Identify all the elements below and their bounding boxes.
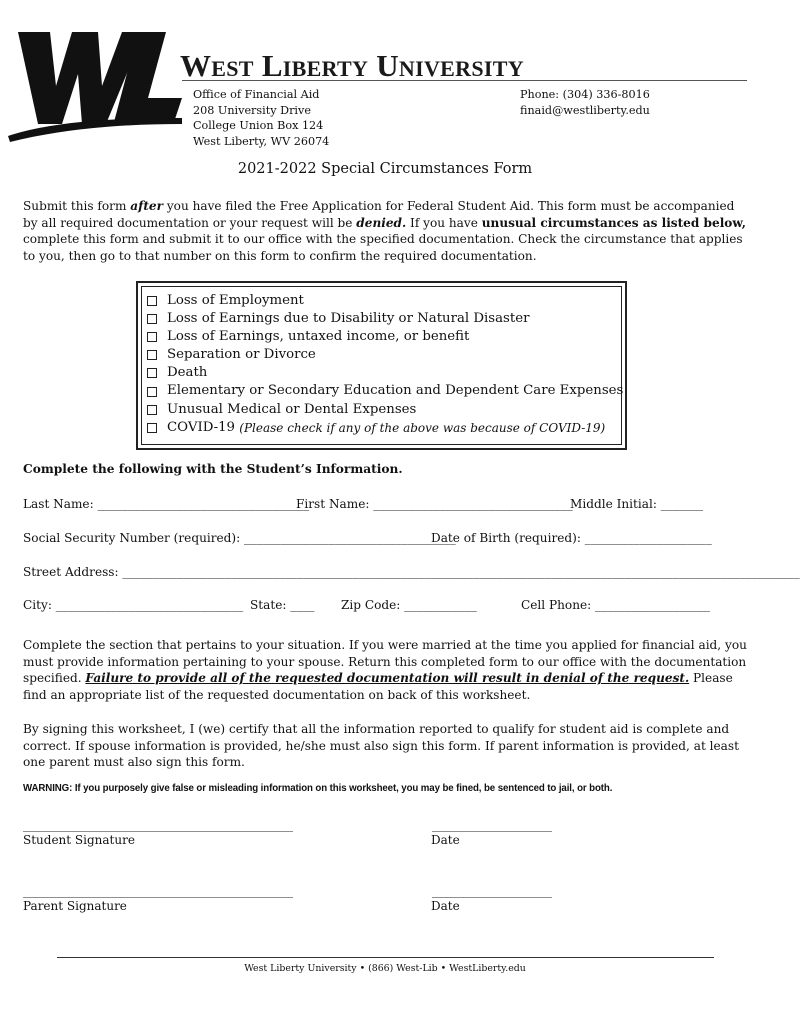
email-address: finaid@westliberty.edu bbox=[520, 103, 650, 117]
header-divider bbox=[182, 80, 747, 81]
city-field[interactable]: City: _______________________________ bbox=[23, 598, 244, 612]
circumstance-option[interactable] bbox=[147, 382, 623, 400]
circumstance-label: Separation or Divorce bbox=[167, 347, 316, 363]
circumstance-option[interactable] bbox=[147, 419, 623, 437]
address-line: 208 University Drive bbox=[193, 103, 311, 117]
checkbox[interactable] bbox=[147, 332, 157, 342]
intro-text: you have filed the Free Application for Federal Student Aid. This form must be accompanied by all required documentation or your request will be bbox=[23, 199, 735, 230]
parent-date-label: Date bbox=[431, 899, 460, 913]
covid-note: (Please check if any of the above was because of COVID-19) bbox=[239, 420, 606, 435]
denial-warning-text: Failure to provide all of the requested documentation will result in denial of the request. bbox=[85, 671, 690, 686]
zip-code-field[interactable]: Zip Code: ____________ bbox=[341, 598, 477, 612]
situation-text: Please find an appropriate list of the requested documentation on back of this worksheet. bbox=[23, 671, 733, 702]
circumstance-label: Loss of Earnings, untaxed income, or benefit bbox=[167, 329, 470, 345]
student-info-heading: Complete the following with the Student’s Information. bbox=[23, 462, 403, 476]
circumstance-option[interactable] bbox=[147, 310, 623, 328]
form-title: 2021-2022 Special Circumstances Form bbox=[237, 161, 533, 177]
circumstance-option[interactable] bbox=[147, 346, 623, 364]
parent-signature-label: Parent Signature bbox=[23, 899, 127, 913]
parent-date-line[interactable]: ____________________ bbox=[432, 884, 552, 898]
office-address bbox=[193, 87, 329, 149]
state-field[interactable]: State: ____ bbox=[250, 598, 315, 612]
situation-text: Complete the section that pertains to your situation. If you were married at the time you applied for financial aid, you must provide information pertaining to your spouse. Return this completed form to our office with the documentation specified. bbox=[23, 638, 747, 686]
checkbox[interactable] bbox=[147, 368, 157, 378]
last-name-field[interactable]: Last Name: ___________________________________ bbox=[23, 497, 310, 511]
circumstance-option[interactable] bbox=[147, 364, 623, 382]
circumstance-option[interactable] bbox=[147, 292, 623, 310]
checkbox[interactable] bbox=[147, 296, 157, 306]
certification-paragraph: By signing this worksheet, I (we) certify that all the information reported to qualify for student aid is complete and correct. If spouse information is provided, he/she must also sign this form. If parent information is provided, at least one parent must also sign this form. bbox=[23, 722, 739, 770]
footer-divider bbox=[57, 957, 714, 958]
circumstance-label: Loss of Earnings due to Disability or Natural Disaster bbox=[167, 311, 530, 327]
student-signature-label: Student Signature bbox=[23, 833, 135, 847]
circumstance-label: COVID-19 bbox=[167, 419, 236, 435]
intro-emphasis-after: after bbox=[130, 199, 163, 213]
circumstance-option[interactable] bbox=[147, 401, 623, 419]
street-address-field[interactable]: Street Address: ________________________________________________________________________________________________________________ bbox=[23, 565, 800, 579]
intro-emphasis-unusual: unusual circumstances as listed below, bbox=[481, 215, 746, 230]
student-date-label: Date bbox=[431, 833, 460, 847]
intro-paragraph bbox=[23, 198, 750, 264]
circumstance-label: Elementary or Secondary Education and Dependent Care Expenses bbox=[167, 383, 624, 399]
office-contact bbox=[520, 87, 650, 118]
middle-initial-field[interactable]: Middle Initial: _______ bbox=[570, 497, 704, 511]
intro-text: complete this form and submit it to our office with the specified documentation. Check the circumstance that applies to you, then go to that number on this form to confirm the required documentation. bbox=[23, 232, 743, 263]
ssn-field[interactable]: Social Security Number (required): ___________________________________ bbox=[23, 531, 456, 545]
dob-field[interactable]: Date of Birth (required): _____________________ bbox=[431, 531, 712, 545]
footer-text: West Liberty University • (866) West-Lib • WestLiberty.edu bbox=[244, 963, 526, 974]
cell-phone-field[interactable]: Cell Phone: ___________________ bbox=[521, 598, 710, 612]
intro-emphasis-denied: denied. bbox=[356, 215, 407, 230]
circumstance-label: Unusual Medical or Dental Expenses bbox=[167, 401, 417, 417]
checkbox[interactable] bbox=[147, 423, 157, 433]
parent-signature-line[interactable]: _____________________________________________ bbox=[23, 884, 293, 898]
checkbox[interactable] bbox=[147, 350, 157, 360]
intro-text: Submit this form bbox=[23, 199, 131, 213]
situation-paragraph bbox=[23, 637, 750, 703]
circumstance-label: Loss of Employment bbox=[167, 293, 304, 308]
checkbox[interactable] bbox=[147, 405, 157, 415]
address-line: College Union Box 124 bbox=[193, 119, 324, 133]
address-line: West Liberty, WV 26074 bbox=[193, 134, 330, 148]
address-line: Office of Financial Aid bbox=[193, 88, 320, 101]
circumstances-checklist bbox=[147, 292, 623, 437]
student-signature-line[interactable]: _____________________________________________ bbox=[23, 818, 293, 832]
intro-text: If you have bbox=[406, 215, 482, 230]
checkbox[interactable] bbox=[147, 387, 157, 397]
circumstance-option[interactable] bbox=[147, 328, 623, 346]
university-logo bbox=[6, 26, 184, 144]
checkbox[interactable] bbox=[147, 314, 157, 324]
student-date-line[interactable]: ____________________ bbox=[432, 818, 552, 832]
penalty-warning: WARNING: If you purposely give false or misleading information on this worksheet, you may be fined, be sentenced to jail, or both. bbox=[23, 783, 613, 794]
first-name-field[interactable]: First Name: _________________________________ bbox=[296, 497, 573, 511]
university-name: West Liberty University bbox=[180, 48, 524, 83]
phone-number: Phone: (304) 336-8016 bbox=[520, 88, 650, 101]
circumstance-label: Death bbox=[167, 365, 208, 381]
